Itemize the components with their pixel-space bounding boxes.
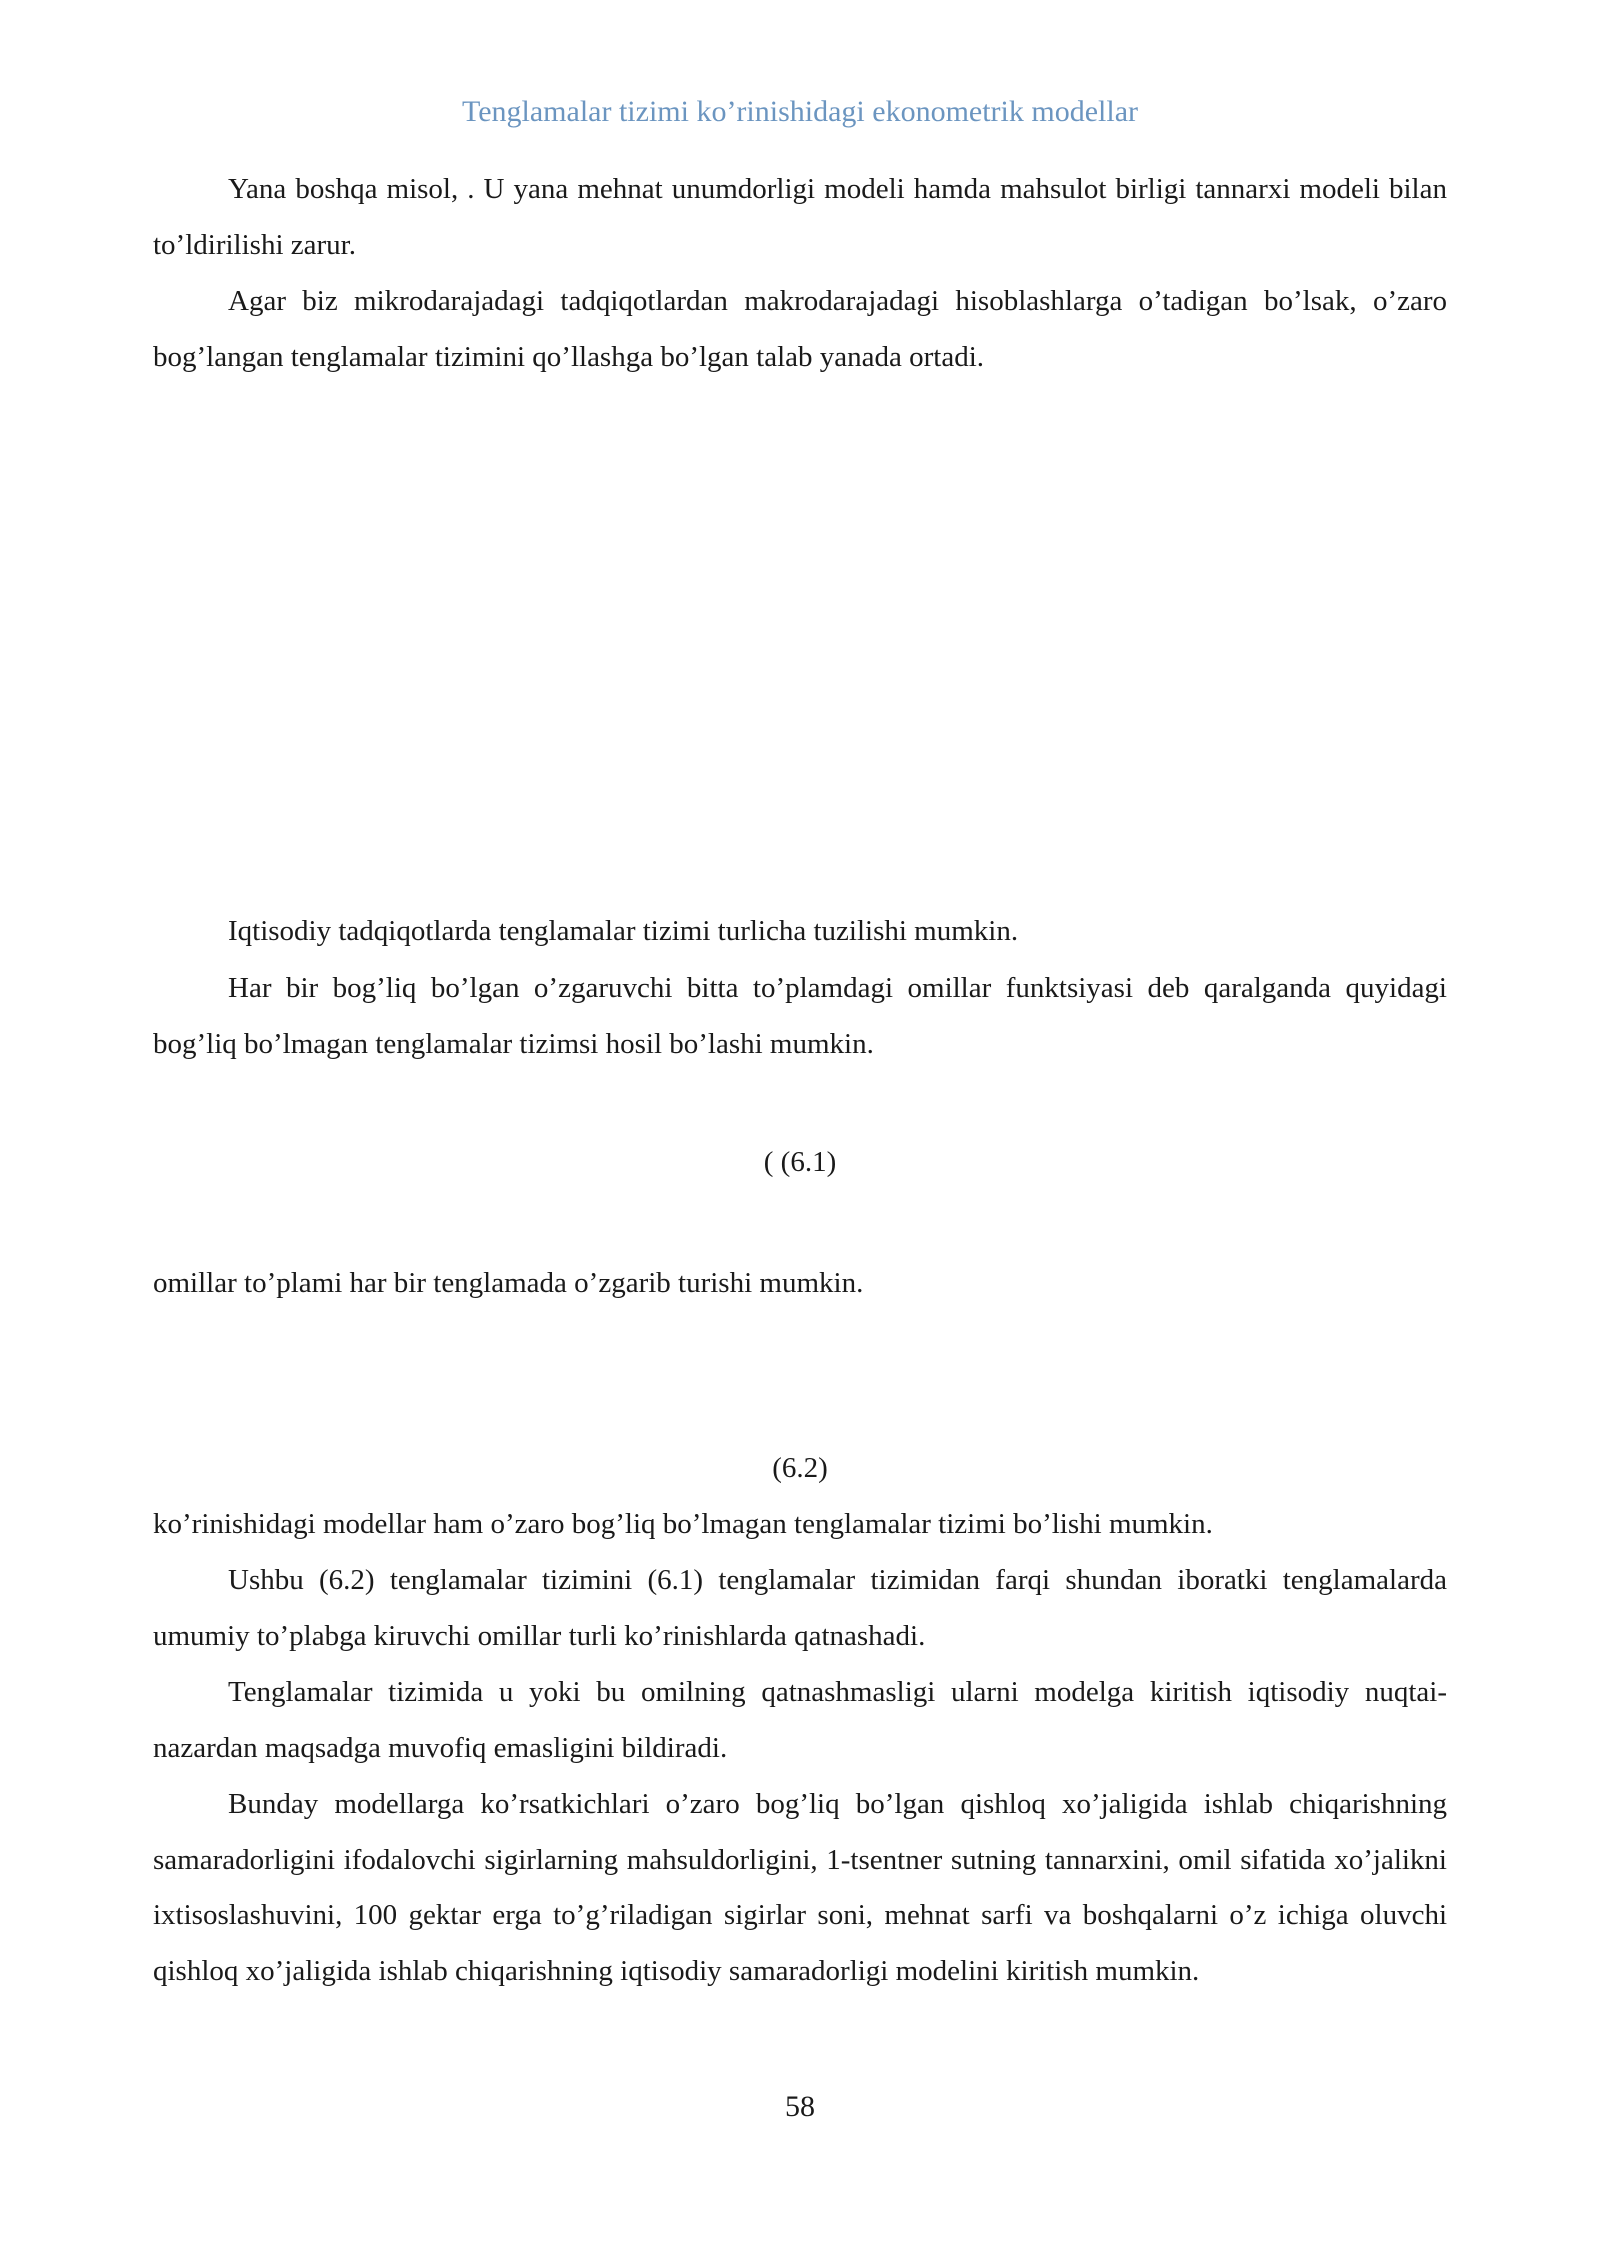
paragraph-4: Har bir bog’liq bo’lgan o’zgaruvchi bitta to’plamdagi omillar funktsiyasi deb qaralganda quyidagi bog’liq bo’lmagan tenglamalar tizimsi hosil bo’lashi mumkin.	[153, 972, 1447, 1060]
equation-6-1-label: ( (6.1)	[763, 1146, 837, 1178]
paragraph-7: Ushbu (6.2) tenglamalar tizimini (6.1) tenglamalar tizimidan farqi shundan iboratki tenglamalarda umumiy to’plabga kiruvchi omillar turli ko’rinishlarda qatnashadi.	[153, 1564, 1447, 1652]
equation-6-2-label: (6.2)	[772, 1452, 828, 1484]
paragraph-2: Agar biz mikrodarajadagi tadqiqotlardan makrodarajadagi hisoblashlarga o’tadigan bo’lsak, o’zaro bog’langan tenglamalar tizimini qo’llashga bo’lgan talab yanada ortadi.	[153, 285, 1447, 373]
page-number: 58	[785, 2090, 815, 2123]
paragraph-3: Iqtisodiy tadqiqotlarda tenglamalar tizimi turlicha tuzilishi mumkin.	[228, 915, 1019, 947]
paragraph-9: Bunday modellarga ko’rsatkichlari o’zaro bog’liq bo’lgan qishloq xo’jaligida ishlab chiqarishning samaradorligini ifodalovchi sigirlarning mahsuldorligini, 1-tsentner sutning tannarxini, omil sifatida xo’jalikni ixtisoslashuvini, 100 gektar erga to’g’riladigan sigirlar soni, mehnat sarfi va boshqalarni o’z ichiga oluvchi qishloq xo’jaligida ishlab chiqarishning iqtisodiy samaradorligi modelini kiritish mumkin.	[153, 1788, 1447, 1987]
paragraph-8: Tenglamalar tizimida u yoki bu omilning qatnashmasligi ularni modelga kiritish iqtisodiy nuqtai-nazardan maqsadga muvofiq emasligini bildiradi.	[153, 1676, 1447, 1764]
paragraph-5: omillar to’plami har bir tenglamada o’zgarib turishi mumkin.	[153, 1267, 864, 1299]
paragraph-1: Yana boshqa misol, . U yana mehnat unumdorligi modeli hamda mahsulot birligi tannarxi modeli bilan to’ldirilishi zarur.	[153, 173, 1447, 261]
running-header: Tenglamalar tizimi ko’rinishidagi ekonometrik modellar	[461, 95, 1139, 128]
paragraph-6: ko’rinishidagi modellar ham o’zaro bog’liq bo’lmagan tenglamalar tizimi bo’lishi mumkin.	[153, 1508, 1213, 1540]
